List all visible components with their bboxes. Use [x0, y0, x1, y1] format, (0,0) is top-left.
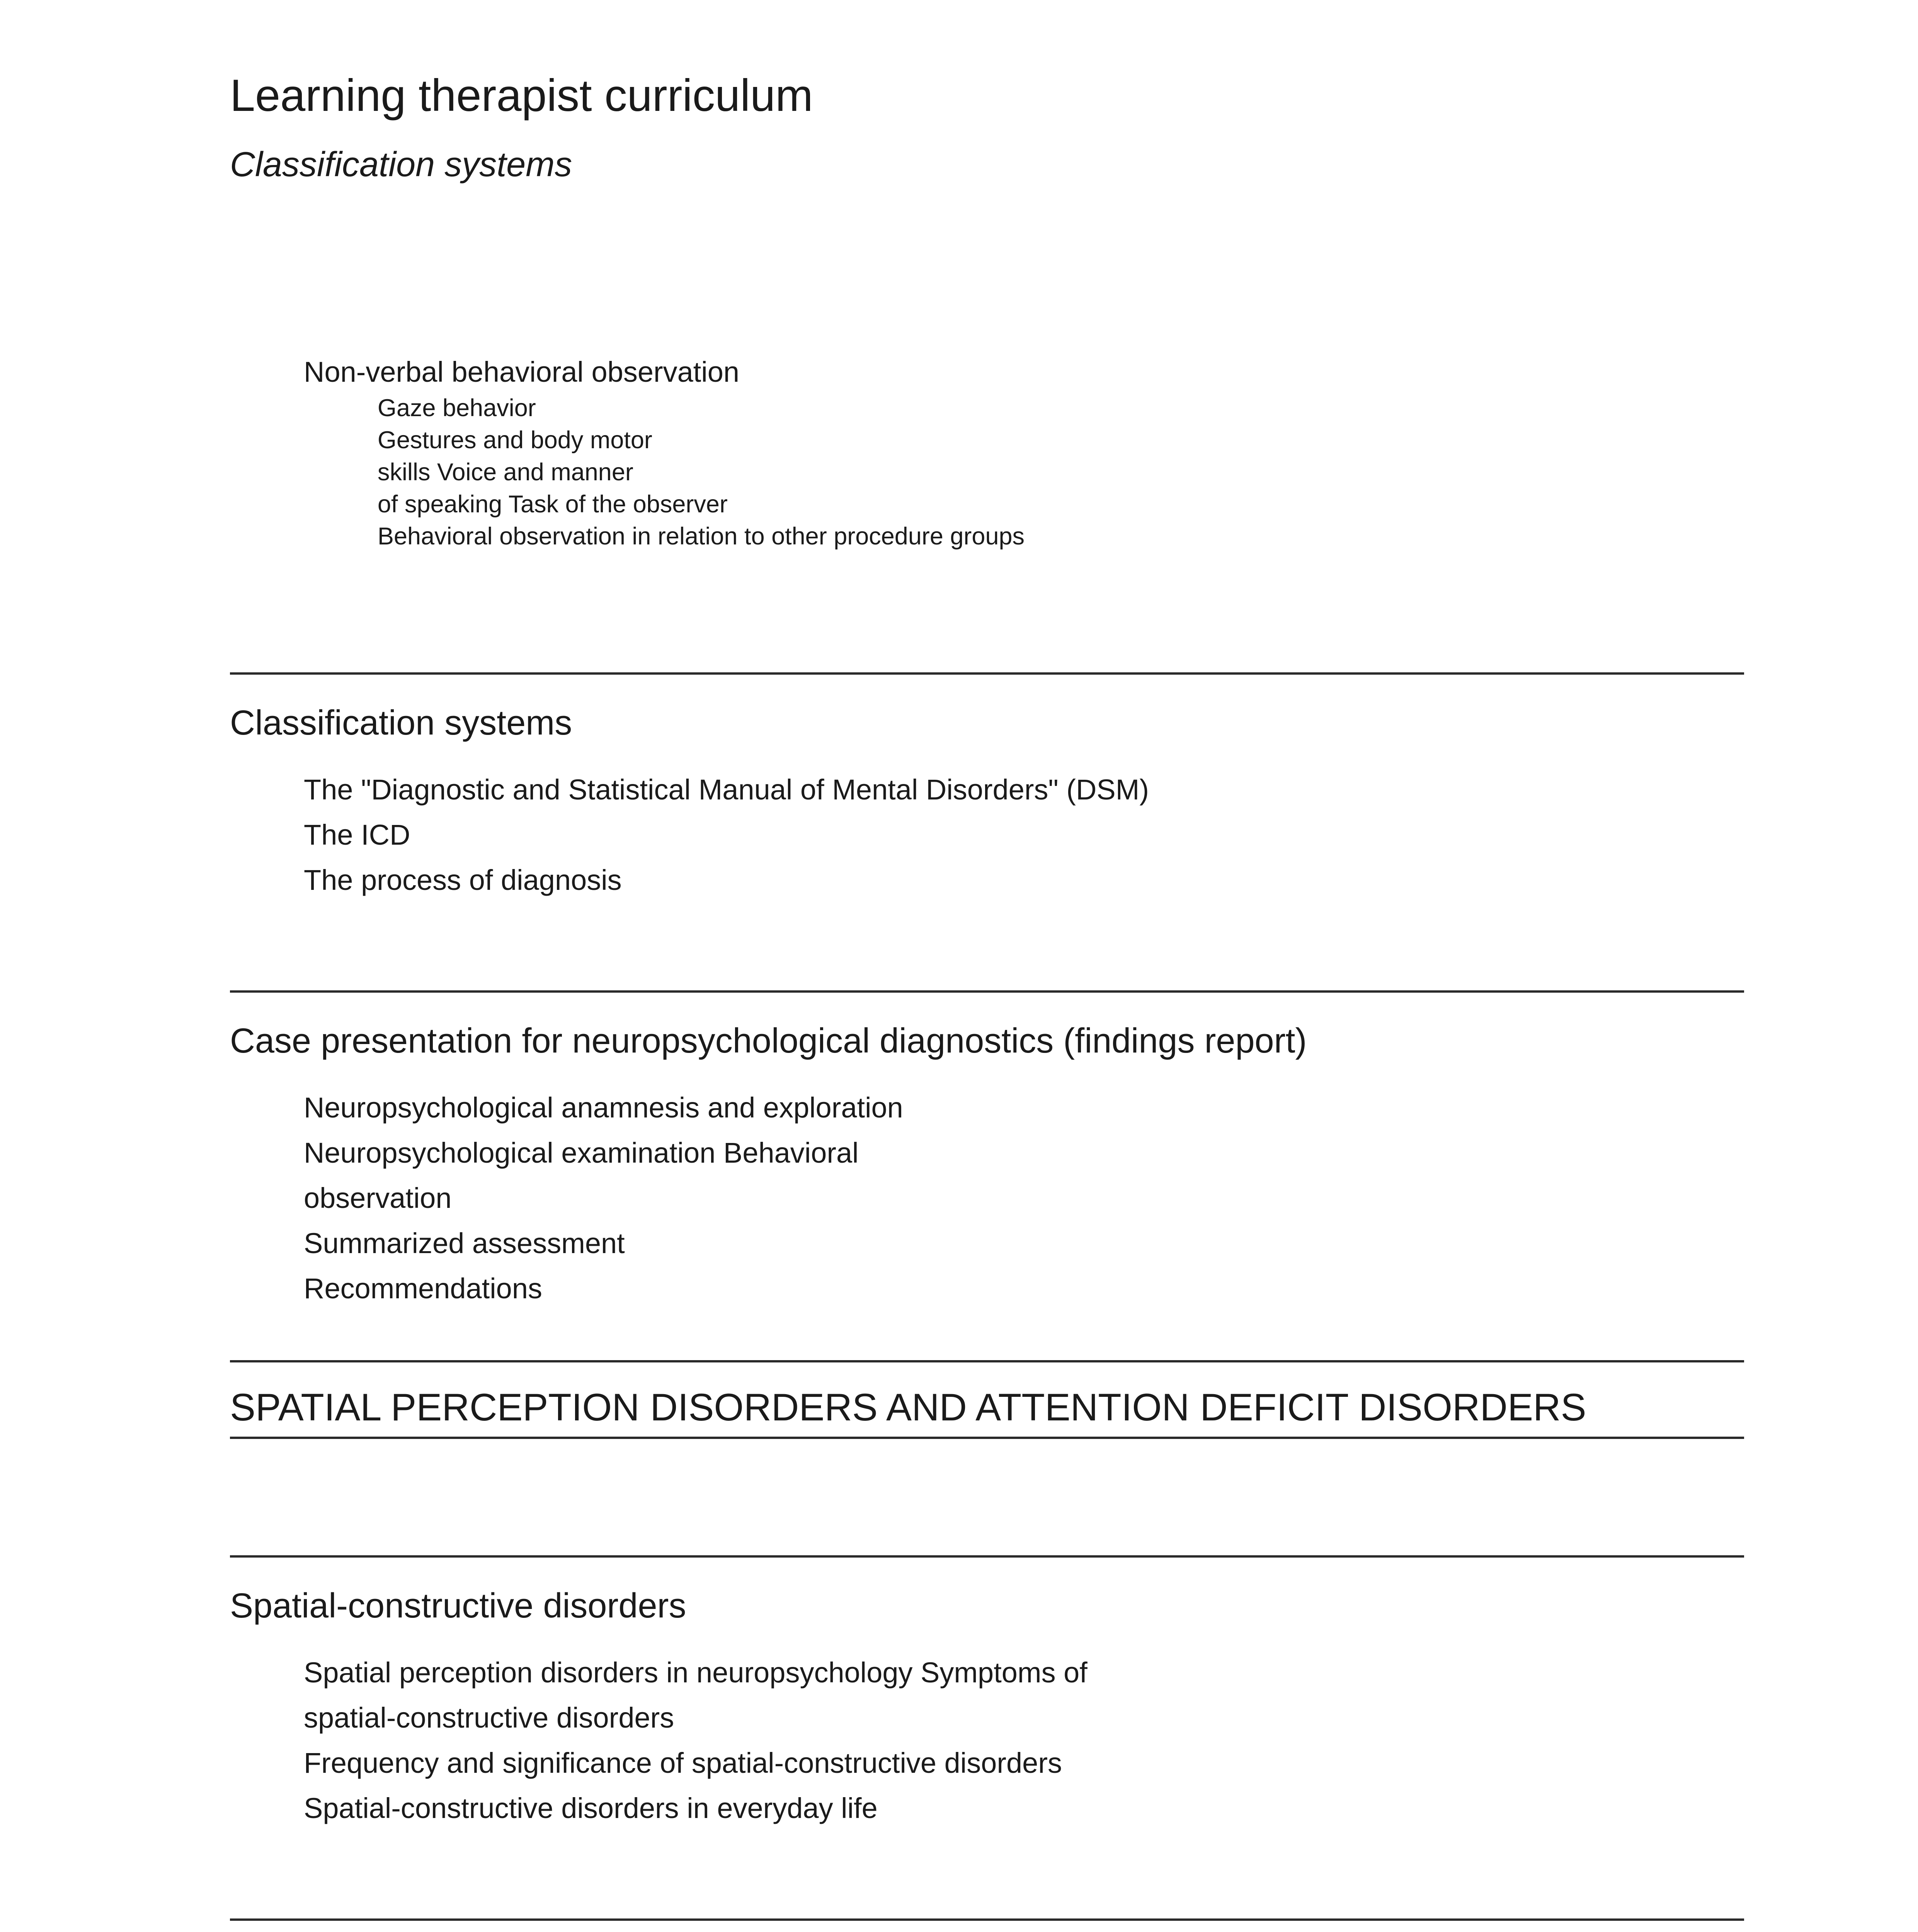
list-item: Gaze behavior	[378, 395, 536, 422]
list-item: Recommendations	[304, 1272, 542, 1304]
section-heading-classification: Classification systems	[230, 704, 572, 742]
list-item: Spatial-constructive disorders in everyday life	[304, 1792, 878, 1824]
section-heading-case-presentation: Case presentation for neuropsychological diagnostics (findings report)	[230, 1022, 1307, 1060]
page-title: Learning therapist curriculum	[230, 70, 813, 121]
list-item: Behavioral observation in relation to other procedure groups	[378, 523, 1025, 550]
section-divider	[230, 672, 1744, 675]
section-list-spatial-constructive	[304, 1650, 1087, 1831]
nonverbal-list	[378, 392, 1025, 553]
list-item: of speaking Task of the observer	[378, 491, 728, 518]
list-item: The "Diagnostic and Statistical Manual of Mental Disorders" (DSM)	[304, 774, 1149, 806]
list-item: skills Voice and manner	[378, 459, 633, 486]
section-divider	[230, 1918, 1744, 1921]
list-item: Summarized assessment	[304, 1227, 625, 1259]
list-item: Frequency and significance of spatial-constructive disorders	[304, 1747, 1062, 1779]
section-heading-spatial-constructive: Spatial-constructive disorders	[230, 1587, 686, 1625]
list-item: Gestures and body motor	[378, 427, 652, 454]
list-item: The ICD	[304, 819, 410, 851]
section-list-classification	[304, 767, 1149, 903]
chapter-heading-spatial-perception: SPATIAL PERCEPTION DISORDERS AND ATTENTION DEFICIT DISORDERS	[230, 1386, 1586, 1429]
section-list-case-presentation	[304, 1085, 903, 1311]
list-item: Spatial perception disorders in neuropsychology Symptoms of	[304, 1656, 1087, 1689]
list-item: Neuropsychological examination Behavioral	[304, 1137, 859, 1169]
section-divider	[230, 1360, 1744, 1362]
section-divider	[230, 1437, 1744, 1439]
page-subtitle: Classification systems	[230, 145, 572, 184]
list-item: Neuropsychological anamnesis and exploration	[304, 1092, 903, 1124]
section-divider	[230, 1555, 1744, 1558]
list-item: The process of diagnosis	[304, 864, 622, 896]
list-item: spatial-constructive disorders	[304, 1702, 674, 1734]
section-divider	[230, 990, 1744, 993]
nonverbal-heading: Non-verbal behavioral observation	[304, 356, 740, 388]
list-item: observation	[304, 1182, 452, 1214]
